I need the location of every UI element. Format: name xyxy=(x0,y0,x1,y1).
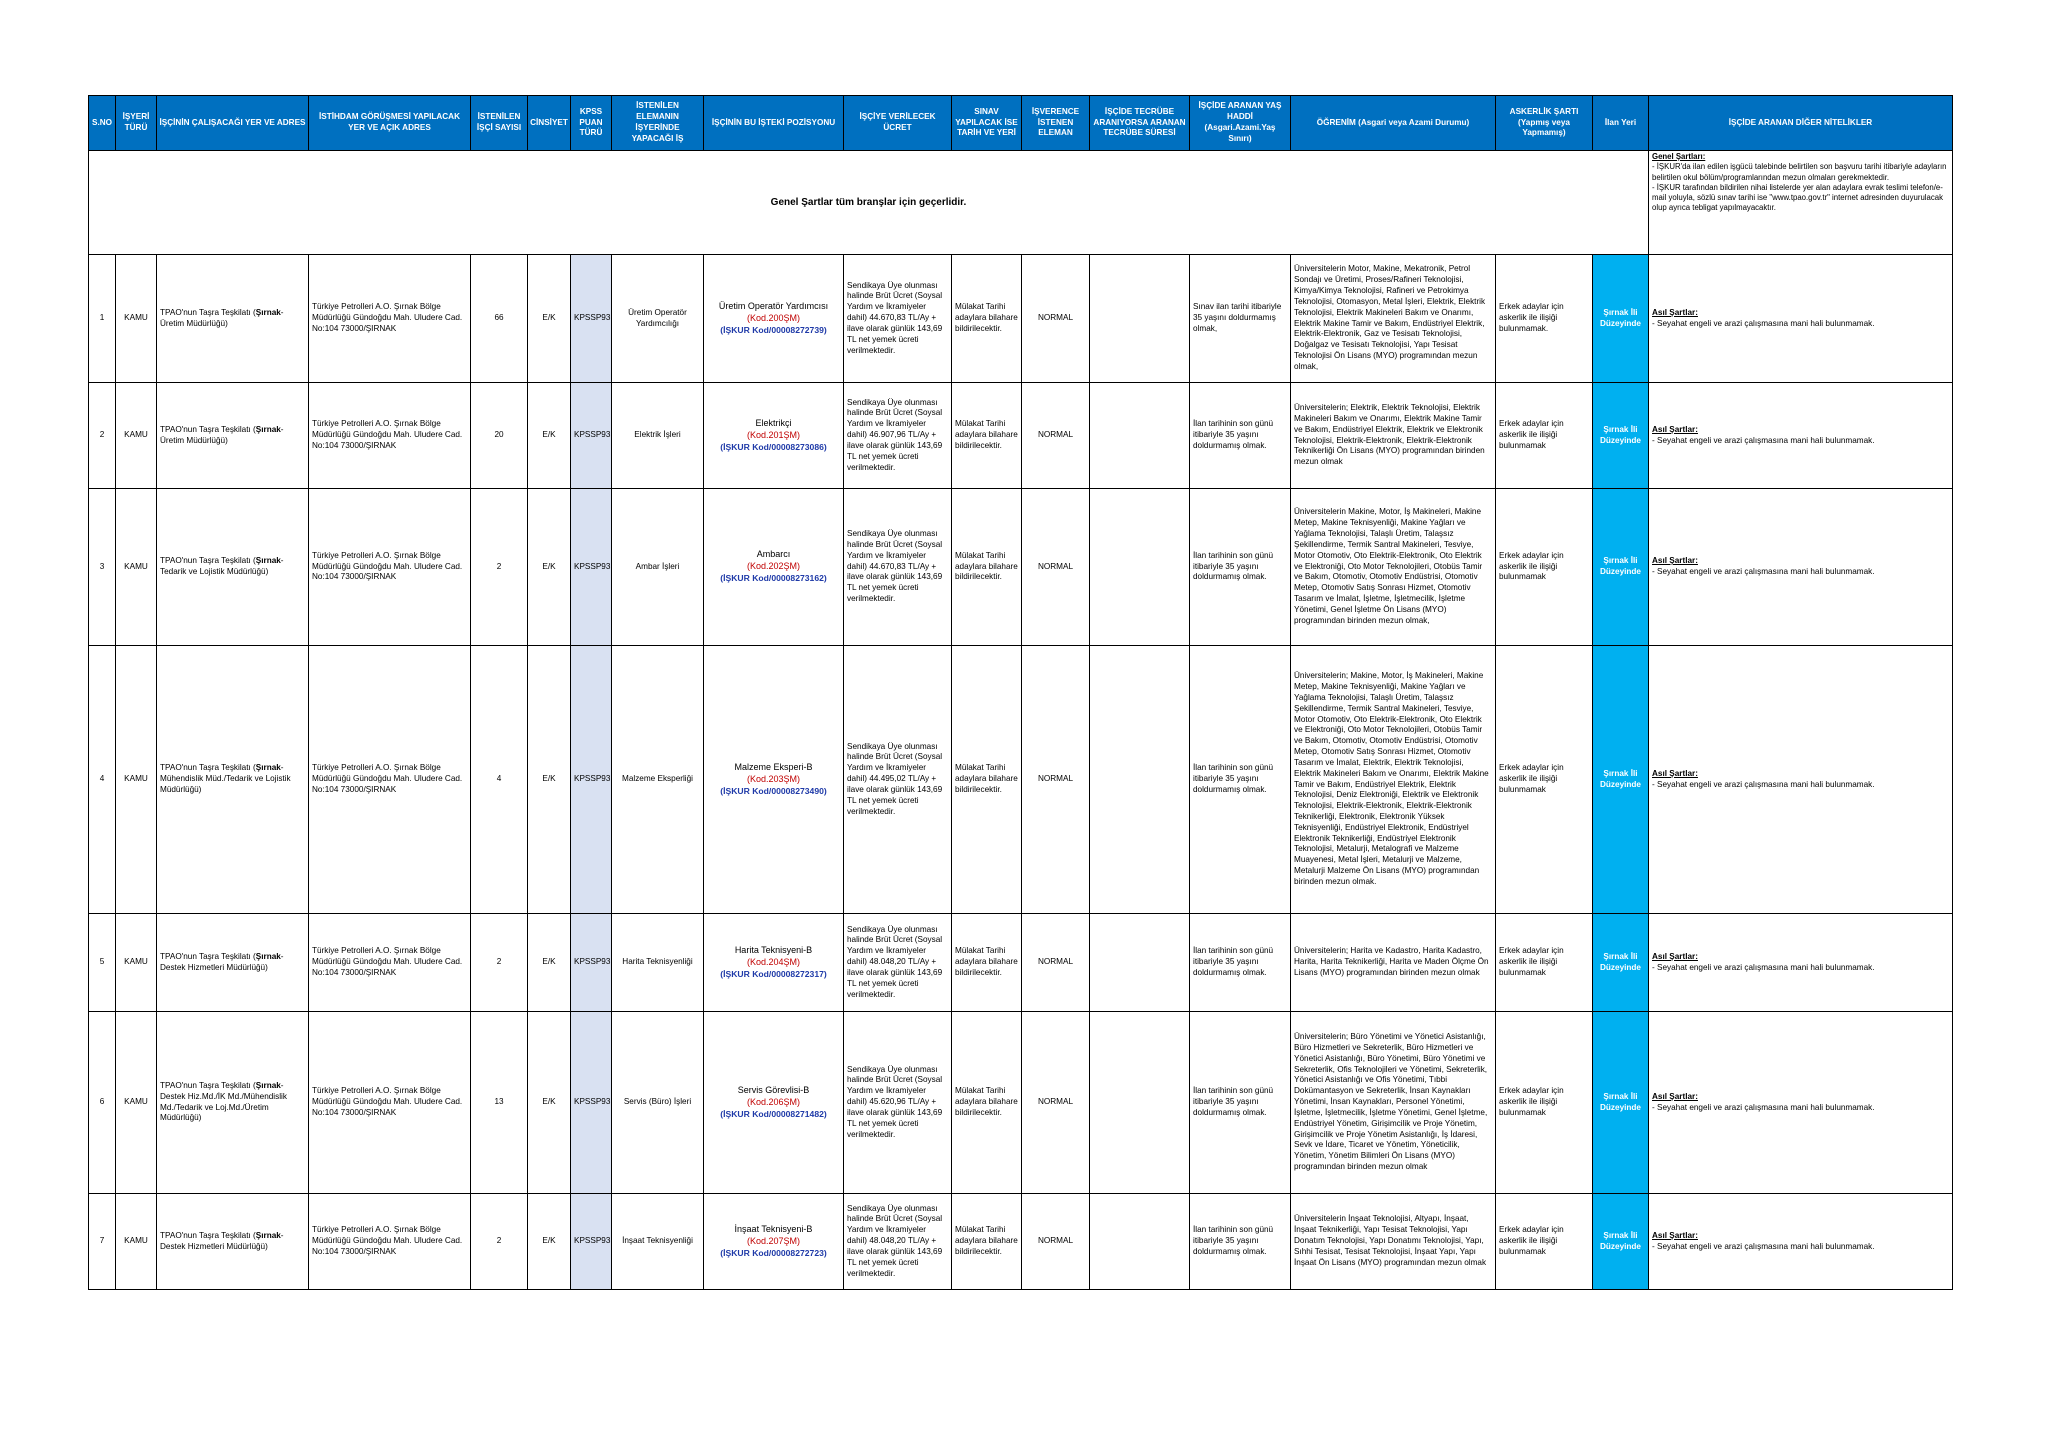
cell-isyeri: KAMU xyxy=(116,1194,157,1290)
cell-exam: Mülakat Tarihi adaylara bilahare bildirilecektir. xyxy=(952,255,1022,383)
cell-job: Harita Teknisyenliği xyxy=(612,914,704,1012)
cell-wage xyxy=(844,489,952,646)
cell-education: Üniversitelerin İnşaat Teknolojisi, Altyapı, İnşaat, İnşaat Teknikerliği, Yapı Tesisat Teknolojisi, Yapı Donatım Teknolojisi, Yapı Donatımı Teknolojisi, Yapı, Sıhhi Tesisat, Tesisat Teknolojisi, İnşaat Yapı, Yapı İnşaat Ön Lisans (MYO) programından mezun olmak xyxy=(1291,1194,1496,1290)
cell-location: Şırnak İli Düzeyinde xyxy=(1593,1194,1649,1290)
unit-prefix: TPAO'nun Taşra Teşkilatı ( xyxy=(160,556,256,566)
cell-location: Şırnak İli Düzeyinde xyxy=(1593,1012,1649,1194)
cell-gender: E/K xyxy=(528,646,571,914)
cell-gender: E/K xyxy=(528,1194,571,1290)
cell-experience xyxy=(1090,1012,1190,1194)
header-row xyxy=(89,96,1953,151)
cell-job: Ambar İşleri xyxy=(612,489,704,646)
position-name: Servis Görevlisi-B xyxy=(737,1084,810,1095)
cell-isyeri: KAMU xyxy=(116,914,157,1012)
cell-exam: Mülakat Tarihi adaylara bilahare bildirilecektir. xyxy=(952,489,1022,646)
unit-suffix: -Destek Hizmetleri Müdürlüğü) xyxy=(160,951,284,972)
unit-bold: Şırnak xyxy=(255,1230,281,1240)
cell-work-address xyxy=(157,914,309,1012)
header-other: İŞÇİDE ARANAN DİĞER NİTELİKLER xyxy=(1649,96,1953,151)
table-row-7 xyxy=(89,1194,1953,1290)
asil-title: Asıl Şartlar: xyxy=(1652,951,1698,961)
cell-isyeri: KAMU xyxy=(116,489,157,646)
cell-age: İlan tarihinin son günü itibariyle 35 yaşını doldurmamış olmak. xyxy=(1190,383,1291,489)
cell-work-address xyxy=(157,646,309,914)
cell-count: 13 xyxy=(471,1012,528,1194)
cell-wage xyxy=(844,1012,952,1194)
asil-text: - Seyahat engeli ve arazi çalışmasına mani hali bulunmamak. xyxy=(1652,779,1875,789)
cell-employee-type: NORMAL xyxy=(1022,1012,1090,1194)
unit-prefix: TPAO'nun Taşra Teşkilatı ( xyxy=(160,1230,256,1240)
header-work-address: İŞÇİNİN ÇALIŞACAĞI YER VE ADRES xyxy=(157,96,309,151)
table-row-6 xyxy=(89,1012,1953,1194)
unit-suffix: -Üretim Müdürlüğü) xyxy=(160,424,284,445)
cell-military: Erkek adaylar için askerlik ile ilişiği bulunmamak xyxy=(1496,489,1593,646)
cell-education: Üniversitelerin; Büro Yönetimi ve Yönetici Asistanlığı, Büro Hizmetleri ve Sekreterlik, Büro Hizmetleri ve Yönetici Asistanlığı, Büro Yönetimi, Büro Yönetimi ve Sekreterlik, Ofis Teknolojileri ve Yönetimi, Sekreterlik, Yönetici Asistanlığı ve Ofis Yönetimi, Tıbbi Dokümantasyon ve Sekreterlik, İnsan Kaynakları Yönetimi, İnsan Kaynakları, Personel Yönetimi, İşletme, İşletmecilik, İşletme Yönetimi, Genel İşletme, Endüstriyel Yönetim, Girişimcilik ve Proje Yönetim, Girişimcilik ve Proje Yönetim Asistanlığı, İş İdaresi, Sevk ve İdare, Ticaret ve Yönetim, Yöneticilik, Yönetim, Yönetim Bilimleri Ön Lisans (MYO) programından birinden mezun olmak xyxy=(1291,1012,1496,1194)
cell-experience xyxy=(1090,255,1190,383)
header-experience: İŞÇİDE TECRÜBE ARANIYORSA ARANAN TECRÜBE SÜRESİ xyxy=(1090,96,1190,151)
cell-employee-type: NORMAL xyxy=(1022,646,1090,914)
unit-bold: Şırnak xyxy=(255,556,281,566)
cell-position xyxy=(704,1012,844,1194)
cell-experience xyxy=(1090,914,1190,1012)
cell-age: İlan tarihinin son günü itibariyle 35 yaşını doldurmamış olmak. xyxy=(1190,1194,1291,1290)
cell-wage xyxy=(844,255,952,383)
cell-exam: Mülakat Tarihi adaylara bilahare bildirilecektir. xyxy=(952,1194,1022,1290)
wage-suffix: TL/Ay + ilave olarak günlük 143,69 TL net yemek ücreti verilmektedir. xyxy=(847,1097,943,1139)
general-conditions-text xyxy=(1649,151,1953,255)
wage-amount: 48.048,20 xyxy=(869,1236,906,1246)
asil-text: - Seyahat engeli ve arazi çalışmasına mani hali bulunmamak. xyxy=(1652,318,1875,328)
wage-suffix: TL/Ay + ilave olarak günlük 143,69 TL net yemek ücreti verilmektedir. xyxy=(847,774,943,816)
cell-work-address xyxy=(157,383,309,489)
cell-wage xyxy=(844,383,952,489)
cell-other xyxy=(1649,1194,1953,1290)
cell-education: Üniversitelerin Motor, Makine, Mekatronik, Petrol Sondajı ve Üretimi, Proses/Rafineri Teknolojisi, Kimya/Kimya Teknolojisi, Rafineri ve Petrokimya Teknolojisi, Otomasyon, Metal İşleri, Elektrik, Elektrik Teknolojisi, Elektrik Makineleri Bakım ve Onarımı, Elektrik Makine Tamir ve Bakım, Endüstriyel Elektrik, Elektrik-Elektronik, Gaz ve Tesisatı Teknolojisi, Doğalgaz ve Tesisatı Teknolojisi, Yapı Tesisat Teknolojisi Ön Lisans (MYO) programından mezun olmak, xyxy=(1291,255,1496,383)
cell-sno: 4 xyxy=(89,646,116,914)
position-code: (Kod.207ŞM) xyxy=(746,1235,801,1246)
cell-count: 2 xyxy=(471,1194,528,1290)
header-education: ÖĞRENİM (Asgari veya Azami Durumu) xyxy=(1291,96,1496,151)
header-employee-type: İŞVERENCE İSTENEN ELEMAN xyxy=(1022,96,1090,151)
wage-suffix: TL/Ay + ilave olarak günlük 143,69 TL net yemek ücreti verilmektedir. xyxy=(847,313,943,355)
cell-location: Şırnak İli Düzeyinde xyxy=(1593,489,1649,646)
cell-kpss: KPSSP93 xyxy=(571,489,612,646)
header-sno: S.NO xyxy=(89,96,116,151)
header-military: ASKERLİK ŞARTI (Yapmış veya Yapmamış) xyxy=(1496,96,1593,151)
cell-wage xyxy=(844,914,952,1012)
cell-job: Üretim Operatör Yardımcılığı xyxy=(612,255,704,383)
cell-age: İlan tarihinin son günü itibariyle 35 yaşını doldurmamış olmak. xyxy=(1190,1012,1291,1194)
asil-title: Asıl Şartlar: xyxy=(1652,1230,1698,1240)
unit-bold: Şırnak xyxy=(255,307,281,317)
cell-location: Şırnak İli Düzeyinde xyxy=(1593,255,1649,383)
cell-exam: Mülakat Tarihi adaylara bilahare bildirilecektir. xyxy=(952,914,1022,1012)
cell-other xyxy=(1649,646,1953,914)
cell-military: Erkek adaylar için askerlik ile ilişiği bulunmamak xyxy=(1496,1194,1593,1290)
cell-position xyxy=(704,1194,844,1290)
cell-kpss: KPSSP93 xyxy=(571,255,612,383)
cell-location: Şırnak İli Düzeyinde xyxy=(1593,914,1649,1012)
position-name: Ambarcı xyxy=(756,549,791,560)
cell-gender: E/K xyxy=(528,914,571,1012)
cell-work-address xyxy=(157,1012,309,1194)
unit-bold: Şırnak xyxy=(255,951,281,961)
wage-amount: 44.670,83 xyxy=(869,313,906,323)
header-isyeri: İŞYERİ TÜRÜ xyxy=(116,96,157,151)
cell-military: Erkek adaylar için askerlik ile ilişiği bulunmamak xyxy=(1496,646,1593,914)
wage-suffix: TL/Ay + ilave olarak günlük 143,69 TL net yemek ücreti verilmektedir. xyxy=(847,1236,943,1278)
general-conditions-line1: - İŞKUR'da ilan edilen işgücü talebinde belirtilen son başvuru tarihi itibariyle adayların belirtilen okul bölüm/programlarından mezun olmaları gerekmektedir. xyxy=(1652,162,1947,182)
cell-position xyxy=(704,646,844,914)
position-name: Elektrikçi xyxy=(755,417,792,428)
cell-employee-type: NORMAL xyxy=(1022,489,1090,646)
cell-experience xyxy=(1090,1194,1190,1290)
position-code: (Kod.204ŞM) xyxy=(746,956,801,967)
cell-gender: E/K xyxy=(528,1012,571,1194)
cell-sno: 2 xyxy=(89,383,116,489)
cell-location: Şırnak İli Düzeyinde xyxy=(1593,383,1649,489)
cell-sno: 5 xyxy=(89,914,116,1012)
wage-prefix: Sendikaya Üye olunması halinde Brüt Ücret (Soysal Yardım ve İkramiyeler dahil) xyxy=(847,397,943,440)
cell-military: Erkek adaylar için askerlik ile ilişiği bulunmamak xyxy=(1496,1012,1593,1194)
cell-experience xyxy=(1090,489,1190,646)
cell-interview-address: Türkiye Petrolleri A.O. Şırnak Bölge Müdürlüğü Gündoğdu Mah. Uludere Cad. No:104 73000/ŞIRNAK xyxy=(309,914,471,1012)
cell-education: Üniversitelerin Makine, Motor, İş Makineleri, Makine Metep, Makine Teknisyenliği, Makine Yağları ve Yağlama Teknolojisi, Talaşlı Üretim, Talaşsız Şekillendirme, Termik Santral Makineleri, Tesviye, Motor Otomotiv, Oto Elektrik-Elektronik, Oto Elektrik ve Elektroniği, Oto Motor Teknolojileri, Otobüs Tamir ve Bakım, Otomotiv, Otomotiv Endüstrisi, Otomotiv Metep, Otomotiv Satış Sonrası Hizmet, Otomotiv Tasarım ve İmalat, İşletme, İşletmecilik, İşletme Yönetimi, Genel İşletme Ön Lisans (MYO) programından birinden mezun olmak, xyxy=(1291,489,1496,646)
unit-bold: Şırnak xyxy=(255,424,281,434)
cell-experience xyxy=(1090,383,1190,489)
cell-isyeri: KAMU xyxy=(116,646,157,914)
cell-job: Elektrik İşleri xyxy=(612,383,704,489)
asil-title: Asıl Şartlar: xyxy=(1652,424,1698,434)
header-gender: CİNSİYET xyxy=(528,96,571,151)
cell-kpss: KPSSP93 xyxy=(571,914,612,1012)
position-iskur-code: (İŞKUR Kod/00008273490) xyxy=(720,785,827,796)
cell-sno: 6 xyxy=(89,1012,116,1194)
cell-sno: 3 xyxy=(89,489,116,646)
position-code: (Kod.201ŞM) xyxy=(746,429,801,440)
cell-count: 2 xyxy=(471,914,528,1012)
table-row-3 xyxy=(89,489,1953,646)
position-iskur-code: (İŞKUR Kod/00008272739) xyxy=(720,324,827,335)
cell-interview-address: Türkiye Petrolleri A.O. Şırnak Bölge Müdürlüğü Gündoğdu Mah. Uludere Cad. No:104 73000/ŞIRNAK xyxy=(309,1012,471,1194)
cell-employee-type: NORMAL xyxy=(1022,914,1090,1012)
wage-amount: 44.670,83 xyxy=(869,561,906,571)
position-iskur-code: (İŞKUR Kod/00008272723) xyxy=(720,1247,827,1258)
cell-wage xyxy=(844,646,952,914)
cell-isyeri: KAMU xyxy=(116,1012,157,1194)
unit-suffix: -Mühendislik Müd./Tedarik ve Lojistik Müdürlüğü) xyxy=(160,763,291,794)
position-code: (Kod.200ŞM) xyxy=(746,312,801,323)
cell-sno: 1 xyxy=(89,255,116,383)
job-listing-table xyxy=(88,95,1953,1290)
header-position: İŞÇİNİN BU İŞTEKİ POZİSYONU xyxy=(704,96,844,151)
wage-amount: 44.495,02 xyxy=(869,774,906,784)
unit-suffix: -Tedarik ve Lojistik Müdürlüğü) xyxy=(160,556,284,576)
asil-text: - Seyahat engeli ve arazi çalışmasına mani hali bulunmamak. xyxy=(1652,567,1875,576)
general-conditions-title: Genel Şartları: xyxy=(1652,152,1706,161)
cell-employee-type: NORMAL xyxy=(1022,255,1090,383)
cell-gender: E/K xyxy=(528,383,571,489)
cell-count: 2 xyxy=(471,489,528,646)
unit-suffix: -Destek Hiz.Md./İK Md./Mühendislik Md./Tedarik ve Loj.Md./Üretim Müdürlüğü) xyxy=(160,1080,287,1123)
cell-position xyxy=(704,255,844,383)
position-name: Malzeme Eksperi-B xyxy=(734,761,813,772)
unit-prefix: TPAO'nun Taşra Teşkilatı ( xyxy=(160,424,256,434)
unit-prefix: TPAO'nun Taşra Teşkilatı ( xyxy=(160,951,256,961)
cell-position xyxy=(704,489,844,646)
cell-interview-address: Türkiye Petrolleri A.O. Şırnak Bölge Müdürlüğü Gündoğdu Mah. Uludere Cad. No:104 73000/ŞIRNAK xyxy=(309,255,471,383)
position-iskur-code: (İŞKUR Kod/00008273162) xyxy=(720,573,827,584)
table-row-1 xyxy=(89,255,1953,383)
position-code: (Kod.203ŞM) xyxy=(746,773,801,784)
position-name: Üretim Operatör Yardımcısı xyxy=(718,300,829,311)
wage-suffix: TL/Ay + ilave olarak günlük 143,69 TL net yemek ücreti verilmektedir. xyxy=(847,561,943,604)
cell-other xyxy=(1649,914,1953,1012)
asil-title: Asıl Şartlar: xyxy=(1652,556,1698,566)
unit-bold: Şırnak xyxy=(255,1080,281,1090)
cell-position xyxy=(704,383,844,489)
cell-isyeri: KAMU xyxy=(116,383,157,489)
asil-text: - Seyahat engeli ve arazi çalışmasına mani hali bulunmamak. xyxy=(1652,435,1875,445)
wage-prefix: Sendikaya Üye olunması halinde Brüt Ücret (Soysal Yardım ve İkramiyeler dahil) xyxy=(847,280,943,323)
cell-gender: E/K xyxy=(528,489,571,646)
wage-amount: 46.907,96 xyxy=(869,430,906,440)
unit-bold: Şırnak xyxy=(255,763,281,773)
header-count: İSTENİLEN İŞÇİ SAYISI xyxy=(471,96,528,151)
asil-title: Asıl Şartlar: xyxy=(1652,1091,1698,1101)
wage-prefix: Sendikaya Üye olunması halinde Brüt Ücret (Soysal Yardım ve İkramiyeler dahil) xyxy=(847,1203,943,1246)
cell-count: 4 xyxy=(471,646,528,914)
cell-military: Erkek adaylar için askerlik ile ilişiği bulunmamak xyxy=(1496,383,1593,489)
cell-interview-address: Türkiye Petrolleri A.O. Şırnak Bölge Müdürlüğü Gündoğdu Mah. Uludere Cad. No:104 73000/ŞIRNAK xyxy=(309,489,471,646)
asil-text: - Seyahat engeli ve arazi çalışmasına mani hali bulunmamak. xyxy=(1652,1241,1875,1251)
cell-kpss: KPSSP93 xyxy=(571,1194,612,1290)
position-code: (Kod.202ŞM) xyxy=(746,561,801,572)
cell-military: Erkek adaylar için askerlik ile ilişiği bulunmamak xyxy=(1496,914,1593,1012)
position-code: (Kod.206ŞM) xyxy=(746,1096,801,1107)
cell-sno: 7 xyxy=(89,1194,116,1290)
cell-employee-type: NORMAL xyxy=(1022,383,1090,489)
cell-education: Üniversitelerin; Makine, Motor, İş Makineleri, Makine Metep, Makine Teknisyenliği, Makine Yağları ve Yağlama Teknolojisi, Talaşlı Üretim, Talaşsız Şekillendirme, Termik Santral Makineleri, Tesviye, Motor Otomotiv, Oto Elektrik-Elektronik, Oto Elektrik ve Elektroniği, Oto Motor Teknolojileri, Otobüs Tamir ve Bakım, Otomotiv, Otomotiv Endüstrisi, Otomotiv Metep, Otomotiv Satış Sonrası Hizmet, Otomotiv Tasarım ve İmalat, Elektrik, Elektrik Teknolojisi, Elektrik Makineleri Bakım ve Onarımı, Elektrik Makine Tamir ve Bakım, Endüstriyel Elektrik, Elektrik Teknolojisi, Deniz Elektroniği, Elektrik ve Elektronik Teknolojisi, Elektrik-Elektronik, Elektrik-Elektronik Teknikerliği, Elektronik, Elektronik Yüksek Teknisyenliği, Endüstriyel Elektronik, Endüstriyel Elektronik Teknikerliği, Endüstriyel Elektronik Teknolojisi, Metalurji, Metalografi ve Malzeme Muayenesi, Metal İşleri, Metalurji ve Malzeme, Metalurji Malzeme Ön Lisans (MYO) programından birinden mezun olmak. xyxy=(1291,646,1496,914)
wage-suffix: TL/Ay + ilave olarak günlük 143,69 TL net yemek ücreti verilmektedir. xyxy=(847,430,943,472)
cell-exam: Mülakat Tarihi adaylara bilahare bildirilecektir. xyxy=(952,383,1022,489)
asil-title: Asıl Şartlar: xyxy=(1652,768,1698,778)
table-row-4 xyxy=(89,646,1953,914)
wage-amount: 48.048,20 xyxy=(869,957,906,967)
position-iskur-code: (İŞKUR Kod/00008272317) xyxy=(720,968,827,979)
cell-kpss: KPSSP93 xyxy=(571,1012,612,1194)
table-row-2 xyxy=(89,383,1953,489)
cell-job: Servis (Büro) İşleri xyxy=(612,1012,704,1194)
cell-count: 66 xyxy=(471,255,528,383)
cell-interview-address: Türkiye Petrolleri A.O. Şırnak Bölge Müdürlüğü Gündoğdu Mah. Uludere Cad. No:104 73000/ŞIRNAK xyxy=(309,1194,471,1290)
cell-interview-address: Türkiye Petrolleri A.O. Şırnak Bölge Müdürlüğü Gündoğdu Mah. Uludere Cad. No:104 73000/ŞIRNAK xyxy=(309,383,471,489)
header-job: İSTENİLEN ELEMANIN İŞYERİNDE YAPACAĞI İŞ xyxy=(612,96,704,151)
cell-military: Erkek adaylar için askerlik ile ilişiği bulunmamak. xyxy=(1496,255,1593,383)
cell-isyeri: KAMU xyxy=(116,255,157,383)
cell-kpss: KPSSP93 xyxy=(571,383,612,489)
cell-location: Şırnak İli Düzeyinde xyxy=(1593,646,1649,914)
cell-exam: Mülakat Tarihi adaylara bilahare bildirilecektir. xyxy=(952,1012,1022,1194)
cell-work-address xyxy=(157,255,309,383)
cell-other xyxy=(1649,255,1953,383)
cell-gender: E/K xyxy=(528,255,571,383)
position-name: Harita Teknisyeni-B xyxy=(734,944,813,955)
position-name: İnşaat Teknisyeni-B xyxy=(734,1223,813,1234)
cell-exam: Mülakat Tarihi adaylara bilahare bildirilecektir. xyxy=(952,646,1022,914)
table-row-5 xyxy=(89,914,1953,1012)
wage-prefix: Sendikaya Üye olunması halinde Brüt Ücret (Soysal Yardım ve İkramiyeler dahil) xyxy=(847,1064,943,1107)
unit-prefix: TPAO'nun Taşra Teşkilatı ( xyxy=(160,307,256,317)
asil-text: - Seyahat engeli ve arazi çalışmasına mani hali bulunmamak. xyxy=(1652,962,1875,972)
wage-prefix: Sendikaya Üye olunması halinde Brüt Ücret (Soysal Yardım ve İkramiyeler dahil) xyxy=(847,529,943,571)
cell-job: Malzeme Eksperliği xyxy=(612,646,704,914)
cell-experience xyxy=(1090,646,1190,914)
wage-amount: 45.620,96 xyxy=(869,1097,906,1107)
cell-interview-address: Türkiye Petrolleri A.O. Şırnak Bölge Müdürlüğü Gündoğdu Mah. Uludere Cad. No:104 73000/ŞIRNAK xyxy=(309,646,471,914)
cell-count: 20 xyxy=(471,383,528,489)
cell-work-address xyxy=(157,1194,309,1290)
unit-prefix: TPAO'nun Taşra Teşkilatı ( xyxy=(160,763,256,773)
cell-position xyxy=(704,914,844,1012)
cell-work-address xyxy=(157,489,309,646)
cell-kpss: KPSSP93 xyxy=(571,646,612,914)
header-interview-address: İSTİHDAM GÖRÜŞMESİ YAPILACAK YER VE AÇIK ADRES xyxy=(309,96,471,151)
cell-education: Üniversitelerin; Harita ve Kadastro, Harita Kadastro, Harita, Harita Teknikerliği, Harita ve Maden Ölçme Ön Lisans (MYO) programından birinden mezun olmak xyxy=(1291,914,1496,1012)
position-iskur-code: (İŞKUR Kod/00008273086) xyxy=(720,441,827,452)
cell-other xyxy=(1649,1012,1953,1194)
wage-prefix: Sendikaya Üye olunması halinde Brüt Ücret (Soysal Yardım ve İkramiyeler dahil) xyxy=(847,741,943,784)
header-age: İŞÇİDE ARANAN YAŞ HADDİ (Asgari.Azami.Yaş Sınırı) xyxy=(1190,96,1291,151)
asil-title: Asıl Şartlar: xyxy=(1652,307,1698,317)
header-exam: SINAV YAPILACAK İSE TARİH VE YERİ xyxy=(952,96,1022,151)
cell-other xyxy=(1649,489,1953,646)
general-conditions-row xyxy=(89,151,1953,255)
header-location: İlan Yeri xyxy=(1593,96,1649,151)
cell-age: İlan tarihinin son günü itibariyle 35 yaşını doldurmamış olmak. xyxy=(1190,914,1291,1012)
cell-age: İlan tarihinin son günü itibariyle 35 yaşını doldurmamış olmak. xyxy=(1190,646,1291,914)
unit-suffix: -Üretim Müdürlüğü) xyxy=(160,307,284,328)
cell-education: Üniversitelerin; Elektrik, Elektrik Teknolojisi, Elektrik Makineleri Bakım ve Onarımı, Elektrik Makine Tamir ve Bakım, Endüstriyel Elektrik, Elektrik ve Elektronik Teknolojisi, Elektrik-Elektronik, Elektrik-Elektronik Teknikerliği Ön Lisans (MYO) programından birinden mezun olmak xyxy=(1291,383,1496,489)
unit-suffix: -Destek Hizmetleri Müdürlüğü) xyxy=(160,1230,284,1251)
header-kpss: KPSS PUAN TÜRÜ xyxy=(571,96,612,151)
general-conditions-message: Genel Şartlar tüm branşlar için geçerlidir. xyxy=(89,151,1649,255)
cell-wage xyxy=(844,1194,952,1290)
cell-job: İnşaat Teknisyenliği xyxy=(612,1194,704,1290)
unit-prefix: TPAO'nun Taşra Teşkilatı ( xyxy=(160,1080,256,1090)
general-conditions-line2: - İŞKUR tarafından bildirilen nihai listelerde yer alan adaylara evrak teslimi telefon/e-mail yoluyla, sözlü sınav tarihi ise "www.tpao.gov.tr" internet adresinden duyurulacak olup ayrıca tebligat yapılmayacaktır. xyxy=(1652,182,1943,213)
cell-age: İlan tarihinin son günü itibariyle 35 yaşını doldurmamış olmak. xyxy=(1190,489,1291,646)
asil-text: - Seyahat engeli ve arazi çalışmasına mani hali bulunmamak. xyxy=(1652,1102,1875,1112)
cell-other xyxy=(1649,383,1953,489)
wage-suffix: TL/Ay + ilave olarak günlük 143,69 TL net yemek ücreti verilmektedir. xyxy=(847,957,943,999)
header-wage: İŞÇİYE VERİLECEK ÜCRET xyxy=(844,96,952,151)
wage-prefix: Sendikaya Üye olunması halinde Brüt Ücret (Soysal Yardım ve İkramiyeler dahil) xyxy=(847,924,943,967)
position-iskur-code: (İŞKUR Kod/00008271482) xyxy=(720,1108,827,1119)
cell-age: Sınav ilan tarihi itibariyle 35 yaşını doldurmamış olmak, xyxy=(1190,255,1291,383)
cell-employee-type: NORMAL xyxy=(1022,1194,1090,1290)
